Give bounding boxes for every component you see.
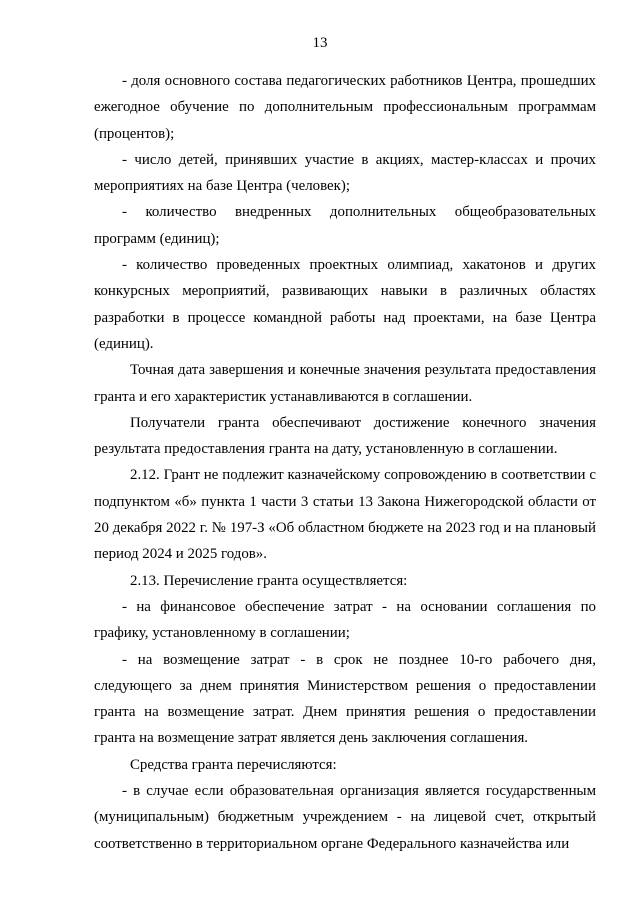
paragraph-funds-transfer: Средства гранта перечисляются:: [130, 756, 337, 773]
paragraph-indicator-olympiads: - количество проведенных проектных олимпиад, хакатонов и других конкурсных мероприятий, развивающих навыки в различных областях разработки в процессе командной работы над проектами, на базе Центра (единиц).: [94, 257, 596, 352]
paragraph-recipients-ensure: Получатели гранта обеспечивают достижение конечного значения результата предоставления гранта на дату, установленную в соглашении.: [94, 414, 596, 458]
document-body: [94, 68, 596, 857]
paragraph-cost-reimbursement: - на возмещение затрат - в срок не позднее 10-го рабочего дня, следующего за днем принятия Министерством решения о предоставлении гранта на возмещение затрат. Днем принятия решения о предоставлении гранта на возмещение затрат является день заключения соглашения.: [94, 651, 596, 747]
paragraph-2-13: 2.13. Перечисление гранта осуществляется:: [130, 572, 408, 589]
paragraph-indicator-children-events: - число детей, принявших участие в акциях, мастер-классах и прочих мероприятиях на базе Центра (человек);: [94, 151, 596, 195]
paragraph-budget-institution: - в случае если образовательная организация является государственным (муниципальным) бюджетным учреждением - на лицевой счет, открытый соответственно в территориальном органе Федерального казначейства или: [94, 783, 596, 852]
paragraph-indicator-programs: - количество внедренных дополнительных общеобразовательных программ (единиц);: [94, 204, 596, 247]
paragraph-indicator-teachers-training: - доля основного состава педагогических работников Центра, прошедших ежегодное обучение по дополнительным профессиональным программам (процентов);: [94, 73, 596, 142]
paragraph-completion-date: Точная дата завершения и конечные значения результата предоставления гранта и его характеристик устанавливаются в соглашении.: [94, 362, 596, 405]
paragraph-financial-support: - на финансовое обеспечение затрат - на основании соглашения по графику, установленному в соглашении;: [94, 598, 596, 642]
page-number: 13: [312, 35, 328, 51]
paragraph-2-12: 2.12. Грант не подлежит казначейскому сопровождению в соответствии с подпунктом «б» пункта 1 части 3 статьи 13 Закона Нижегородской области от 20 декабря 2022 г. № 197-З «Об областном бюджете на 2023 год и на плановый период 2024 и 2025 годов».: [94, 467, 596, 563]
